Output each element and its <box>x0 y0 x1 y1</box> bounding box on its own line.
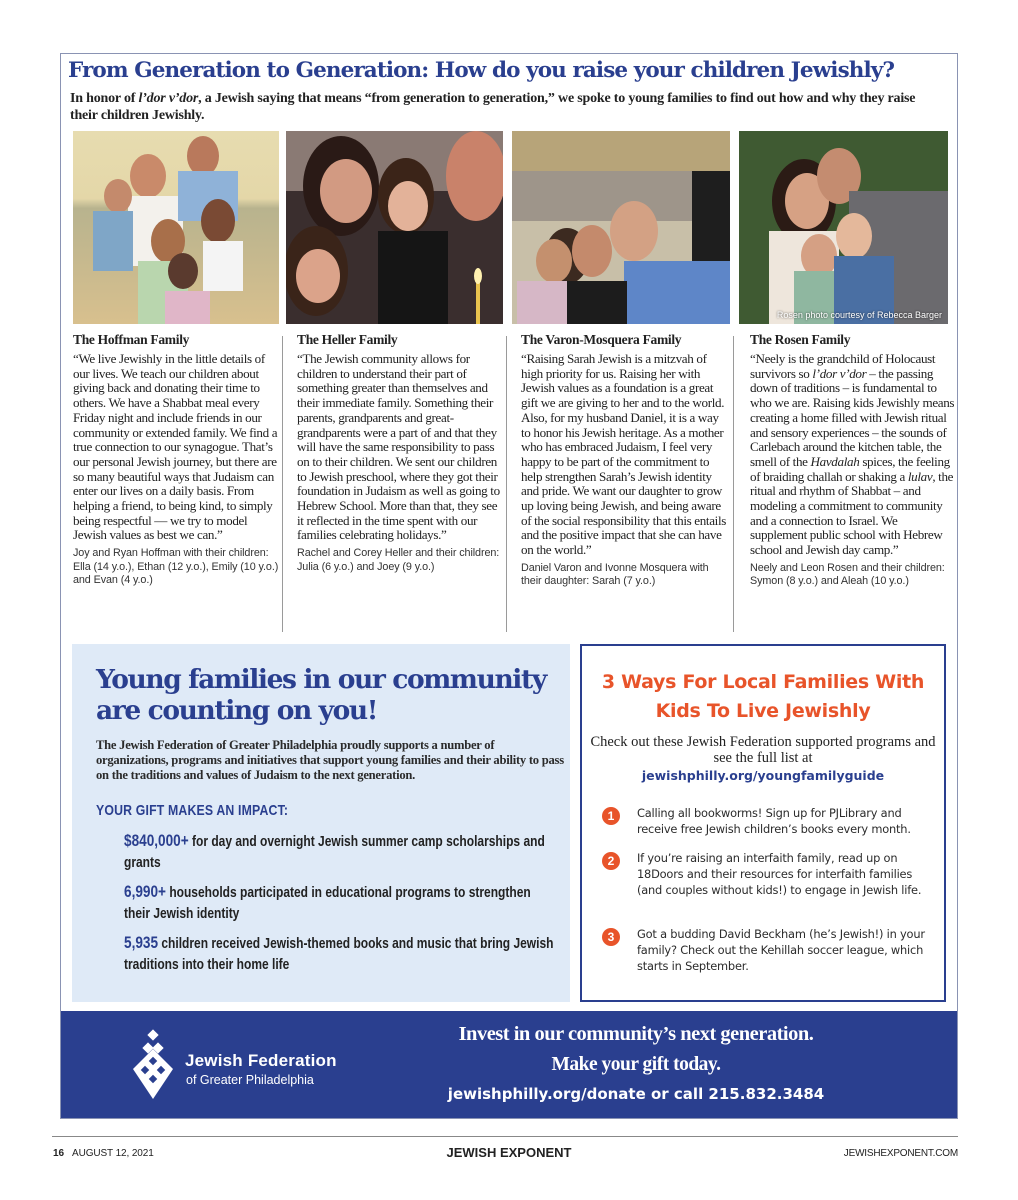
family-quote: “We live Jewishly in the little details of our lives. We teach our children about giving back and donating their time to others. We have a Shabbat meal every Friday night and include friends in our community or extended family. We find a true connection to our synagogue. That’s our personal Jewish journey, but there are so many beautiful ways that Judaism can enter our lives on a daily basis. From helping a friend, to being kind, to simply being respectful — we try to model Jewish values as best we can.” <box>73 351 278 543</box>
impact-item <box>124 932 564 975</box>
family-name: The Rosen Family <box>750 332 851 347</box>
photo-caption: Neely and Leon Rosen and their children: Symon (8 y.o.) and Aleah (10 y.o.) <box>750 561 945 588</box>
page-number: 16 <box>53 1148 65 1159</box>
impact-number: 5,935 <box>124 933 159 952</box>
ways-panel <box>580 644 946 1002</box>
donate-link[interactable]: jewishphilly.org/donate or call 215.832.3484 <box>447 1085 825 1103</box>
impact-number: $840,000+ <box>124 831 189 850</box>
quote-text: , the ritual and rhythm of Shabbat – and modeling a commitment to community and a connection to Israel. We supplement public school with Hebrew school and Jewish day camp.” <box>750 468 954 558</box>
impact-text: children received Jewish-themed books and music that bring Jewish traditions into their home life <box>124 935 554 973</box>
number-badge-icon: 2 <box>602 852 620 870</box>
intro-pre: In honor of <box>70 91 139 106</box>
way-text: Got a budding David Beckham (he’s Jewish!) in your family? Check out the Kehillah soccer league, which starts in September. <box>637 927 925 973</box>
quote-text: “Neely is the grandchild of Holocaust survivors so <box>750 351 936 381</box>
appeal-title: Young families in our community are counting on you! <box>96 664 546 726</box>
rosen-family-photo <box>739 131 948 324</box>
family-column-hoffman <box>73 331 283 587</box>
publication-site[interactable]: JEWISHEXPONENT.COM <box>843 1148 958 1159</box>
quote-text: – the passing down of traditions – is fundamental to who we are. Raising kids Jewishly means creating a home filled with Jewish ritual and sensory experiences – the sounds of Carlebach around the kitchen table, the smell of the <box>750 365 955 469</box>
intro-post: , a Jewish saying that means “from generation to generation,” we spoke to young families to find out how and why they raise their children Jewishly. <box>70 91 916 123</box>
impact-text: for day and overnight Jewish summer camp scholarships and grants <box>124 833 545 871</box>
quote-italic: Havdalah <box>810 453 860 469</box>
quote-italic: lulav <box>907 468 933 484</box>
org-name: Jewish Federation <box>185 1051 337 1070</box>
varon-mosquera-family-photo <box>512 131 730 324</box>
way-item <box>602 850 932 898</box>
quote-text: spices, the feeling of braiding challah or shaking a <box>750 453 950 484</box>
number-badge-icon: 3 <box>602 928 620 946</box>
appeal-body: The Jewish Federation of Greater Philadelphia proudly supports a number of organizations, programs and initiatives that support young families and their ability to pass on the traditions and values of Judaism to the next generation. <box>96 738 564 782</box>
family-quote <box>750 352 955 558</box>
photo-caption: Daniel Varon and Ivonne Mosquera with their daughter: Sarah (7 y.o.) <box>521 561 709 588</box>
way-item <box>602 805 932 837</box>
photo-credit: Rosen photo courtesy of Rebecca Barger <box>776 310 942 320</box>
intro-italic: l’dor v’dor <box>138 91 199 106</box>
impact-item <box>124 830 564 873</box>
way-item <box>602 926 932 974</box>
photo-caption: Rachel and Corey Heller and their children: Julia (6 y.o.) and Joey (9 y.o.) <box>297 547 500 573</box>
number-badge-icon: 1 <box>602 807 620 825</box>
issue-date: AUGUST 12, 2021 <box>72 1148 154 1159</box>
federation-logo-icon <box>129 1029 177 1101</box>
org-subname: of Greater Philadelphia <box>186 1073 314 1087</box>
ways-intro: Check out these Jewish Federation supported programs and see the full list at <box>590 734 936 766</box>
family-name: The Varon-Mosquera Family <box>521 332 682 347</box>
quote-italic: l’dor v’dor <box>812 365 867 381</box>
donate-banner <box>61 1011 957 1118</box>
family-column-heller <box>297 331 505 574</box>
column-divider <box>282 336 283 632</box>
appeal-panel <box>72 644 570 1002</box>
way-text: Calling all bookworms! Sign up for PJLibrary and receive free Jewish children’s books every month. <box>637 806 911 836</box>
feature-title: From Generation to Generation: How do you raise your children Jewishly? <box>68 58 895 83</box>
publication-name: JEWISH EXPONENT <box>446 1145 572 1160</box>
young-family-guide-link[interactable]: jewishphilly.org/youngfamilyguide <box>641 768 885 783</box>
heller-family-photo <box>286 131 503 324</box>
way-text: If you’re raising an interfaith family, read up on 18Doors and their resources for interfaith families (and couples without kids!) to engage in Jewish life. <box>637 851 922 897</box>
family-name: The Hoffman Family <box>73 332 190 347</box>
impact-item <box>124 881 564 924</box>
family-name: The Heller Family <box>297 332 398 347</box>
photo-caption: Joy and Ryan Hoffman with their children: Ella (14 y.o.), Ethan (12 y.o.), Emily (10 y.o.) and Evan (4 y.o.) <box>73 547 279 586</box>
banner-headline: Invest in our community’s next generation. <box>458 1023 814 1045</box>
family-column-rosen <box>750 331 955 589</box>
footer-rule <box>52 1136 958 1137</box>
hoffman-family-photo <box>73 131 279 324</box>
family-quote: “The Jewish community allows for children to understand their part of something greater than themselves and their immediate family. Something their parents, grandparents and great-grandparents were a part of and that they will have the same responsibility to pass on to their children. We sent our children to Jewish preschool, where they got their foundation in Judaism as well as going to Hebrew School. More than that, they see it reflected in the time spent with our families celebrating holidays.” <box>297 351 500 543</box>
family-quote: “Raising Sarah Jewish is a mitzvah of high priority for us. Raising her with Jewish values as a foundation is a great gift we are giving to her and to the world. Also, for my husband Daniel, it is a way to honor his Jewish heritage. As a mother who has embraced Judaism, I feel very happy to be part of the commitment to help strengthen Sarah’s Jewish identity and pride. We want our daughter to grow up loving being Jewish, and being aware of the social responsibility that this entails and the positive impact that she can have on the world.” <box>521 351 727 558</box>
banner-cta: Make your gift today. <box>551 1054 721 1075</box>
impact-number: 6,990+ <box>124 882 166 901</box>
column-divider <box>733 336 734 632</box>
impact-heading: YOUR GIFT MAKES AN IMPACT: <box>96 802 289 819</box>
feature-intro <box>70 90 940 124</box>
impact-text: households participated in educational programs to strengthen their Jewish identity <box>124 884 531 922</box>
family-column-varon-mosquera <box>521 331 731 589</box>
column-divider <box>506 336 507 632</box>
ways-title: 3 Ways For Local Families With Kids To Live Jewishly <box>601 671 925 722</box>
